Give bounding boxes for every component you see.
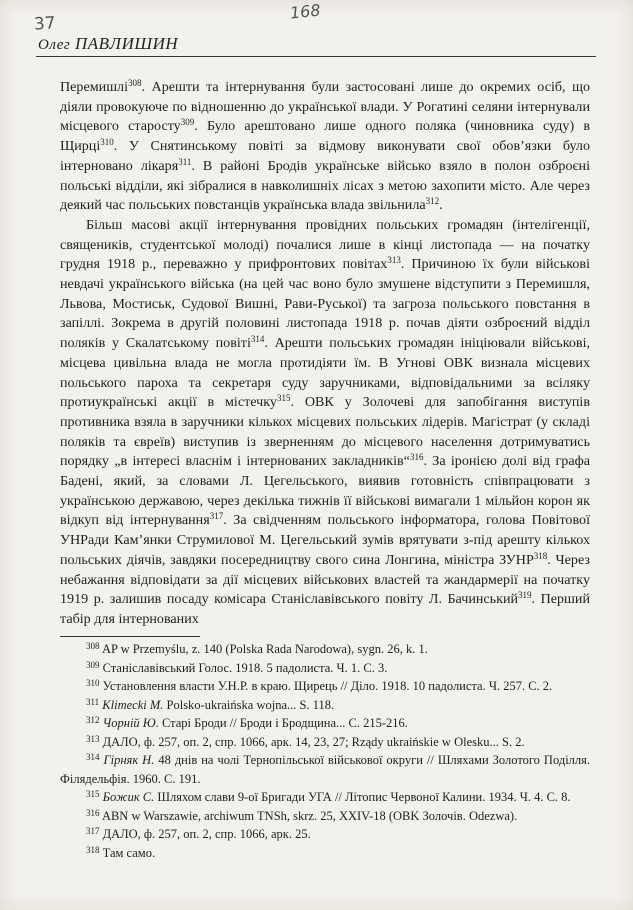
handwritten-number-left: 37 bbox=[33, 13, 57, 35]
footnote-text: 48 днів на чолі Тернопільської військової округи // Шляхами Золотого Поділля. Філядельфія. 1960. С. 191. bbox=[60, 753, 591, 786]
header-rule bbox=[36, 56, 596, 57]
footnote-number: 318 bbox=[86, 844, 100, 855]
footnote bbox=[60, 714, 590, 733]
footnote-text: AP w Przemyślu, z. 140 (Polska Rada Narodowa), sygn. 26, k. 1. bbox=[101, 642, 428, 656]
text-run: Перемишлі bbox=[60, 79, 128, 95]
footnote-text: Станіславівський Голос. 1918. 5 падолиста. Ч. 1. С. 3. bbox=[102, 660, 388, 675]
footnote-ref: 318 bbox=[533, 550, 548, 561]
text-run: . За свідченням польського інформатора, голова Повітової УНРади Кам’янки Струмилової М. Цегельський зумів врятувати з-під арешту кількох польських діячів, завдяки посередництву свого сина Лонгина, міністра ЗУНР bbox=[60, 512, 590, 568]
footnote-text: Установлення власти У.Н.Р. в краю. Щирець // Діло. 1918. 10 падолиста. Ч. 257. С. 2. bbox=[102, 679, 553, 693]
footnote bbox=[60, 751, 590, 788]
text-run: . Перший табір для інтернованих bbox=[60, 591, 590, 627]
author-last-name: ПАВЛИШИН bbox=[75, 34, 179, 53]
text-run: Більш масові акції інтернування провідних польських громадян (інтелігенції, священиків, студентської молоді) почалися лише в кінці листопада — на початку грудня 1918 р., переважно у прифронтових повітах bbox=[60, 216, 590, 273]
footnote bbox=[60, 677, 590, 696]
text-run: . В районі Бродів українське військо взяло в полон озброєні польські відділи, які зібралися в навколишніх лісах з метою захопити місто. Але через деякий час польських повстанців українська влада звільнила bbox=[60, 157, 590, 214]
footnote bbox=[60, 659, 590, 678]
footnote-author: Божик С. bbox=[102, 790, 155, 804]
paragraph bbox=[60, 78, 590, 216]
running-header bbox=[38, 34, 178, 54]
footnote bbox=[60, 640, 590, 659]
main-text bbox=[60, 78, 590, 630]
footnote bbox=[60, 844, 590, 863]
footnote bbox=[60, 788, 590, 807]
footnote-number: 315 bbox=[86, 789, 100, 799]
footnote bbox=[60, 733, 590, 752]
text-run: . У Снятинському повіті за відмову виконувати свої обов’язки було інтерновано лікаря bbox=[60, 138, 590, 174]
footnote bbox=[60, 825, 590, 844]
text-run: . Причиною їх були військові невдачі українського війська (на цей час воно було змушене відступити з Перемишля, Львова, Мостиськ, Судової Вишні, Рави-Руської) та загроза польського повстання в запіллі. Зокрема в другій половині листопада 1918 р. почав діяти озброєний відділ поляків у Скалатському повіті bbox=[60, 256, 590, 352]
footnote-text: Там само. bbox=[102, 845, 156, 860]
footnote-text: ДАЛО, ф. 257, оп. 2, спр. 1066, арк. 14, 23, 27; Rządy ukraińskie w Olesku... S. 2. bbox=[102, 734, 525, 749]
footnote-number: 313 bbox=[86, 733, 100, 744]
footnotes bbox=[60, 640, 590, 862]
text-run: . Арешти та інтернування були застосовані лише до окремих осіб, що діяли провокуюче по відношенню до української влади. У Рогатині селяни інтернували місцевого старосту bbox=[60, 79, 590, 135]
text-run: . bbox=[439, 197, 443, 214]
paragraph bbox=[60, 216, 590, 630]
footnote-ref: 308 bbox=[128, 78, 142, 88]
footnote-number: 312 bbox=[86, 715, 100, 725]
footnote-ref: 317 bbox=[209, 511, 224, 522]
footnote-author: Klimecki M. bbox=[102, 697, 164, 712]
text-run: . ОВК у Золочеві для запобігання виступів противника взяла в заручники кількох місцевих польських лідерів. Магістрат (у складі поляків та євреїв) виступив із зверненням до місцевого населення дотримуватись порядку „в інтересі власнім і інтернованих закладників“ bbox=[60, 394, 590, 470]
footnote-author: Чорній Ю. bbox=[102, 716, 159, 730]
footnote-number: 309 bbox=[86, 659, 100, 670]
footnote-ref: 315 bbox=[276, 393, 291, 404]
text-run: . Через небажання відповідати за дії місцевих військових властей та жандармерії на початку 1919 р. залишив посаду комісара Станіславівського повіту Л. Бачинський bbox=[60, 551, 590, 608]
footnote-number: 311 bbox=[86, 696, 100, 707]
footnote-ref: 312 bbox=[425, 196, 440, 207]
footnote-ref: 313 bbox=[387, 255, 401, 266]
text-run: . За іронією долі від графа Бадені, який, за словами Л. Цегельського, виявив готовність співпрацювати з українською державою, через декілька тижнів її військові вимагали 1 мільйон корон як відкуп від інтернування bbox=[60, 453, 590, 529]
footnote-ref: 311 bbox=[178, 156, 192, 167]
footnote-ref: 314 bbox=[250, 334, 265, 345]
footnote bbox=[60, 696, 590, 715]
footnote bbox=[60, 807, 590, 826]
footnote-text: Старі Броди // Броди і Бродщина... С. 215-216. bbox=[158, 716, 408, 730]
footnote-text: ДАЛО, ф. 257, оп. 2, спр. 1066, арк. 25. bbox=[102, 827, 311, 841]
footnote-number: 317 bbox=[86, 826, 100, 836]
footnote-author: Гірняк Н. bbox=[103, 753, 155, 767]
text-run: . Арешти польських громадян ініціювали військові, місцева цивільна влада не могла протидіяти їм. В Угнові ОВК визнала місцевих польського пароха та секретаря суду заручниками, відповідальними за всіляку протиукраїнські акції в містечку bbox=[60, 335, 591, 411]
footnote-ref: 319 bbox=[518, 590, 532, 601]
handwritten-page-number: 168 bbox=[289, 0, 322, 23]
footnote-number: 308 bbox=[86, 641, 100, 651]
author-first-name: Олег bbox=[38, 37, 71, 53]
footnote-text: Шляхом слави 9-ої Бригади УГА // Літопис Червоної Калини. 1934. Ч. 4. С. 8. bbox=[154, 790, 571, 804]
footnote-ref: 310 bbox=[100, 137, 114, 148]
text-run: . Було арештовано лише одного поляка (чиновника суду) в Щирці bbox=[60, 118, 590, 155]
footnote-number: 314 bbox=[86, 752, 100, 762]
footnote-text: Polsko-ukraińska wojna... S. 118. bbox=[163, 697, 335, 712]
footnote-rule bbox=[60, 636, 200, 637]
footnote-number: 310 bbox=[86, 678, 100, 688]
footnote-number: 316 bbox=[86, 807, 100, 818]
footnote-ref: 316 bbox=[409, 452, 424, 463]
footnote-ref: 309 bbox=[180, 117, 195, 128]
footnote-text: ABN w Warszawie, archiwum TNSh, skrz. 25, XXIV-18 (OBK Золочів. Odezwa). bbox=[101, 808, 518, 823]
